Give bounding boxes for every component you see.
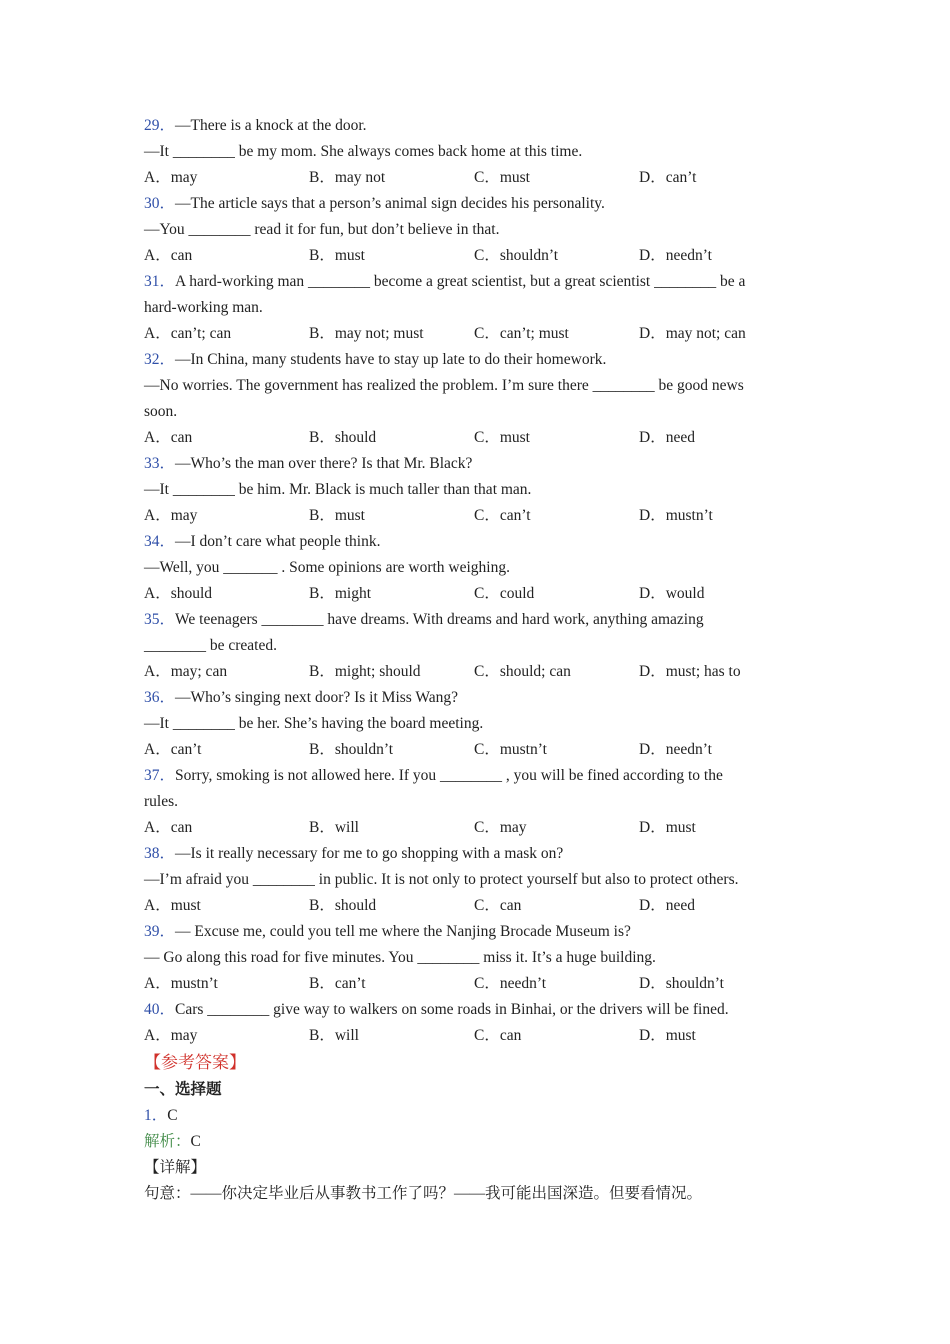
question-number: 37． [144, 767, 176, 784]
question-block [144, 269, 804, 347]
question-text: —You ________ read it for fun, but don’t believe in that. [144, 221, 500, 238]
answer-option: B．must [309, 507, 365, 524]
question-block [144, 919, 804, 997]
question-line [144, 217, 804, 243]
answer-option: B．should [309, 429, 377, 446]
answer-option: A．can’t; can [144, 325, 232, 342]
question-line [144, 607, 804, 633]
question-block [144, 763, 804, 841]
question-text: —Is it really necessary for me to go shopping with a mask on? [175, 845, 564, 862]
answer-option: D．must [639, 1027, 696, 1044]
question-text: — Excuse me, could you tell me where the Nanjing Brocade Museum is? [175, 923, 631, 940]
question-block [144, 685, 804, 763]
answer-option: C．must [474, 169, 530, 186]
detail-label: 【详解】 [144, 1159, 207, 1176]
options-row [144, 243, 804, 269]
question-block [144, 997, 804, 1049]
answer-option: C．must [474, 429, 530, 446]
question-block [144, 451, 804, 529]
analysis-label: 解析： [144, 1133, 191, 1150]
question-text: Sorry, smoking is not allowed here. If you ________ , you will be fined according to the [175, 767, 723, 784]
answer-option: B．will [309, 819, 359, 836]
answer-option: A．can’t [144, 741, 202, 758]
answer-option: C．needn’t [474, 975, 547, 992]
answer-option: B．might [309, 585, 372, 602]
answer-option: A．should [144, 585, 213, 602]
answer-option: D．would [639, 585, 705, 602]
question-text: soon. [144, 403, 178, 420]
question-text: —It ________ be her. She’s having the board meeting. [144, 715, 484, 732]
question-line [144, 711, 804, 737]
answer-option: D．must; has to [639, 663, 741, 680]
question-text: A hard-working man ________ become a great scientist, but a great scientist ________ be a [175, 273, 746, 290]
options-row [144, 971, 804, 997]
answer-option: B．must [309, 247, 365, 264]
detail-text: 句意：——你决定毕业后从事教书工作了吗？——我可能出国深造。但要看情况。 [144, 1185, 703, 1202]
options-row [144, 659, 804, 685]
question-number: 35． [144, 611, 176, 628]
answer-option: A．must [144, 897, 201, 914]
question-line [144, 529, 804, 555]
options-row [144, 1023, 804, 1049]
analysis-value: C [190, 1133, 201, 1150]
question-line [144, 945, 804, 971]
question-line [144, 373, 804, 399]
answer-option: B．may not; must [309, 325, 424, 342]
answer-option: C．mustn’t [474, 741, 547, 758]
question-line [144, 685, 804, 711]
question-block [144, 529, 804, 607]
answer-option: D．needn’t [639, 741, 712, 758]
question-text: —In China, many students have to stay up late to do their homework. [175, 351, 607, 368]
answer-option: D．need [639, 897, 695, 914]
answer-option: A．can [144, 247, 193, 264]
question-line [144, 347, 804, 373]
question-text: —No worries. The government has realized the problem. I’m sure there ________ be good news [144, 377, 744, 394]
question-line [144, 789, 804, 815]
answer-heading: 【参考答案】 [144, 1053, 246, 1072]
answer-option: B．will [309, 1027, 359, 1044]
question-line [144, 191, 804, 217]
question-line [144, 919, 804, 945]
answer-option: B．may not [309, 169, 386, 186]
question-text: —There is a knock at the door. [175, 117, 367, 134]
question-text: —It ________ be my mom. She always comes back home at this time. [144, 143, 583, 160]
answer-option: C．should; can [474, 663, 571, 680]
options-row [144, 815, 804, 841]
answer-line [144, 1103, 804, 1129]
question-block [144, 347, 804, 451]
question-line [144, 633, 804, 659]
question-text: —Who’s the man over there? Is that Mr. Black? [175, 455, 473, 472]
answer-option: D．may not; can [639, 325, 746, 342]
question-block [144, 607, 804, 685]
question-line [144, 399, 804, 425]
options-row [144, 581, 804, 607]
question-line [144, 997, 804, 1023]
question-block [144, 191, 804, 269]
question-text: —I’m afraid you ________ in public. It is not only to protect yourself but also to protect others. [144, 871, 739, 888]
question-number: 40． [144, 1001, 176, 1018]
answer-option: B．might; should [309, 663, 421, 680]
question-line [144, 555, 804, 581]
question-block [144, 113, 804, 191]
question-text: —I don’t care what people think. [175, 533, 381, 550]
answer-option: D．mustn’t [639, 507, 713, 524]
question-text: —Who’s singing next door? Is it Miss Wang? [175, 689, 459, 706]
options-row [144, 503, 804, 529]
answer-option: A．may [144, 1027, 198, 1044]
section-heading: 一、选择题 [144, 1081, 222, 1098]
question-number: 31． [144, 273, 176, 290]
answer-number: 1． [144, 1107, 168, 1124]
question-line [144, 867, 804, 893]
answer-option: C．may [474, 819, 527, 836]
answer-option: A．may [144, 507, 198, 524]
answer-option: C．could [474, 585, 535, 602]
question-text: —Well, you _______ . Some opinions are worth weighing. [144, 559, 510, 576]
question-number: 32． [144, 351, 176, 368]
document-body [144, 113, 804, 1207]
answer-value: C [167, 1107, 178, 1124]
question-text: rules. [144, 793, 179, 810]
answer-option: A．can [144, 429, 193, 446]
answer-option: D．need [639, 429, 695, 446]
question-text: —The article says that a person’s animal sign decides his personality. [175, 195, 605, 212]
answer-option: B．can’t [309, 975, 366, 992]
question-text: hard-working man. [144, 299, 263, 316]
question-text: — Go along this road for five minutes. You ________ miss it. It’s a huge building. [144, 949, 656, 966]
options-row [144, 737, 804, 763]
options-row [144, 425, 804, 451]
options-row [144, 321, 804, 347]
question-number: 33． [144, 455, 176, 472]
question-number: 38． [144, 845, 176, 862]
answer-option: C．can’t [474, 507, 531, 524]
answer-option: C．can [474, 897, 522, 914]
answer-option: D．can’t [639, 169, 697, 186]
question-line [144, 113, 804, 139]
answer-option: A．may; can [144, 663, 228, 680]
options-row [144, 165, 804, 191]
question-text: We teenagers ________ have dreams. With dreams and hard work, anything amazing [175, 611, 704, 628]
question-line [144, 763, 804, 789]
analysis-line [144, 1129, 804, 1155]
question-block [144, 841, 804, 919]
question-line [144, 295, 804, 321]
answer-option: C．can’t; must [474, 325, 569, 342]
answer-option: A．mustn’t [144, 975, 218, 992]
question-number: 39． [144, 923, 176, 940]
answer-option: C．shouldn’t [474, 247, 559, 264]
question-number: 34． [144, 533, 176, 550]
answer-option: A．can [144, 819, 193, 836]
answer-option: B．shouldn’t [309, 741, 394, 758]
question-text: Cars ________ give way to walkers on some roads in Binhai, or the drivers will be fined. [175, 1001, 729, 1018]
question-line [144, 269, 804, 295]
question-number: 36． [144, 689, 176, 706]
question-number: 30． [144, 195, 176, 212]
options-row [144, 893, 804, 919]
question-line [144, 841, 804, 867]
answer-option: C．can [474, 1027, 522, 1044]
answer-option: D．must [639, 819, 696, 836]
question-line [144, 139, 804, 165]
question-text: —It ________ be him. Mr. Black is much taller than that man. [144, 481, 532, 498]
answer-option: B．should [309, 897, 377, 914]
question-number: 29． [144, 117, 176, 134]
answer-option: A．may [144, 169, 198, 186]
question-text: ________ be created. [144, 637, 277, 654]
question-line [144, 451, 804, 477]
answer-option: D．needn’t [639, 247, 712, 264]
question-line [144, 477, 804, 503]
answer-option: D．shouldn’t [639, 975, 724, 992]
